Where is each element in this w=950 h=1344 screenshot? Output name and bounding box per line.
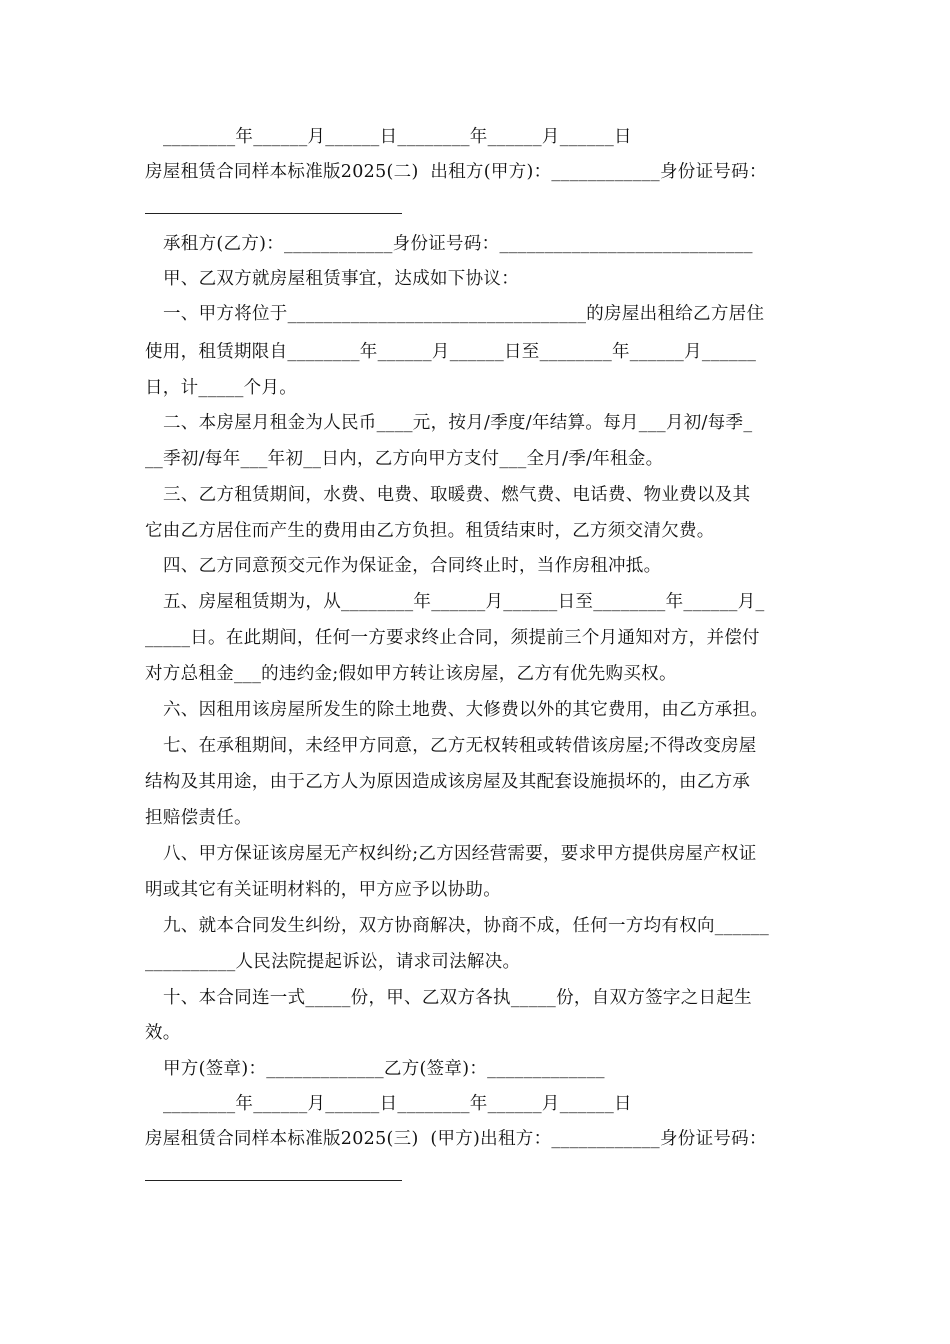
clause-one-line-2: 使用，租赁期限自________年______月______日至________年______月______ [145, 342, 757, 362]
clause-two-line-2: __季初/每年___年初__日内，乙方向甲方支付___全月/季/年租金。 [145, 449, 664, 469]
tenant-line: 承租方(乙方)：____________身份证号码：____________________________ [163, 234, 753, 254]
clause-five-line-2: _____日。在此期间，任何一方要求终止合同，须提前三个月通知对方，并偿付 [145, 628, 760, 648]
id-number-blank [145, 213, 402, 214]
clause-seven-line-1: 七、在承租期间，未经甲方同意，乙方无权转租或转借该房屋;不得改变房屋 [163, 736, 757, 756]
clause-one-line-3: 日，计_____个月。 [145, 378, 298, 398]
contract-heading-three: 房屋租赁合同样本标准版2025(三) (甲方)出租方：____________身份证号码： [145, 1129, 767, 1149]
clause-eight-line-2: 明或其它有关证明材料的，甲方应予以协助。 [145, 880, 501, 900]
id-number-blank-bottom [145, 1180, 402, 1181]
signature-line: 甲方(签章)：_____________乙方(签章)：_____________ [163, 1059, 605, 1079]
clause-seven-line-2: 结构及其用途，由于乙方人为原因造成该房屋及其配套设施损坏的，由乙方承 [145, 772, 751, 792]
clause-three-line-1: 三、乙方租赁期间，水费、电费、取暖费、燃气费、电话费、物业费以及其 [163, 485, 751, 505]
clause-eight-line-1: 八、甲方保证该房屋无产权纠纷;乙方因经营需要，要求甲方提供房屋产权证 [163, 844, 757, 864]
date-line-bottom: ________年______月______日________年______月______日 [163, 1094, 632, 1114]
clause-two-line-1: 二、本房屋月租金为人民币____元，按月/季度/年结算。每月___月初/每季_ [163, 413, 753, 433]
date-line: ________年______月______日________年______月______日 [163, 127, 632, 147]
clause-nine-line-2: __________人民法院提起诉讼，请求司法解决。 [145, 952, 521, 972]
clause-three-line-2: 它由乙方居住而产生的费用由乙方负担。租赁结束时，乙方须交清欠费。 [145, 521, 715, 541]
clause-four: 四、乙方同意预交元作为保证金，合同终止时，当作房租冲抵。 [163, 556, 662, 576]
clause-seven-line-3: 担赔偿责任。 [145, 808, 252, 828]
clause-five-line-1: 五、房屋租赁期为，从________年______月______日至________年______月_ [163, 592, 765, 612]
clause-ten-line-1: 十、本合同连一式_____份，甲、乙双方各执_____份，自双方签字之日起生 [163, 988, 752, 1008]
clause-six: 六、因租用该房屋所发生的除土地费、大修费以外的其它费用，由乙方承担。 [163, 700, 769, 720]
clause-nine-line-1: 九、就本合同发生纠纷，双方协商解决，协商不成，任何一方均有权向______ [163, 916, 770, 936]
clause-one-line-1: 一、甲方将位于_________________________________的房屋出租给乙方居住 [163, 304, 765, 324]
clause-ten-line-2: 效。 [145, 1023, 181, 1043]
agreement-intro: 甲、乙双方就房屋租赁事宜，达成如下协议： [163, 269, 519, 289]
contract-heading-two: 房屋租赁合同样本标准版2025(二) 出租方(甲方)：____________身份证号码： [145, 162, 767, 182]
clause-five-line-3: 对方总租金___的违约金;假如甲方转让该房屋，乙方有优先购买权。 [145, 664, 677, 684]
